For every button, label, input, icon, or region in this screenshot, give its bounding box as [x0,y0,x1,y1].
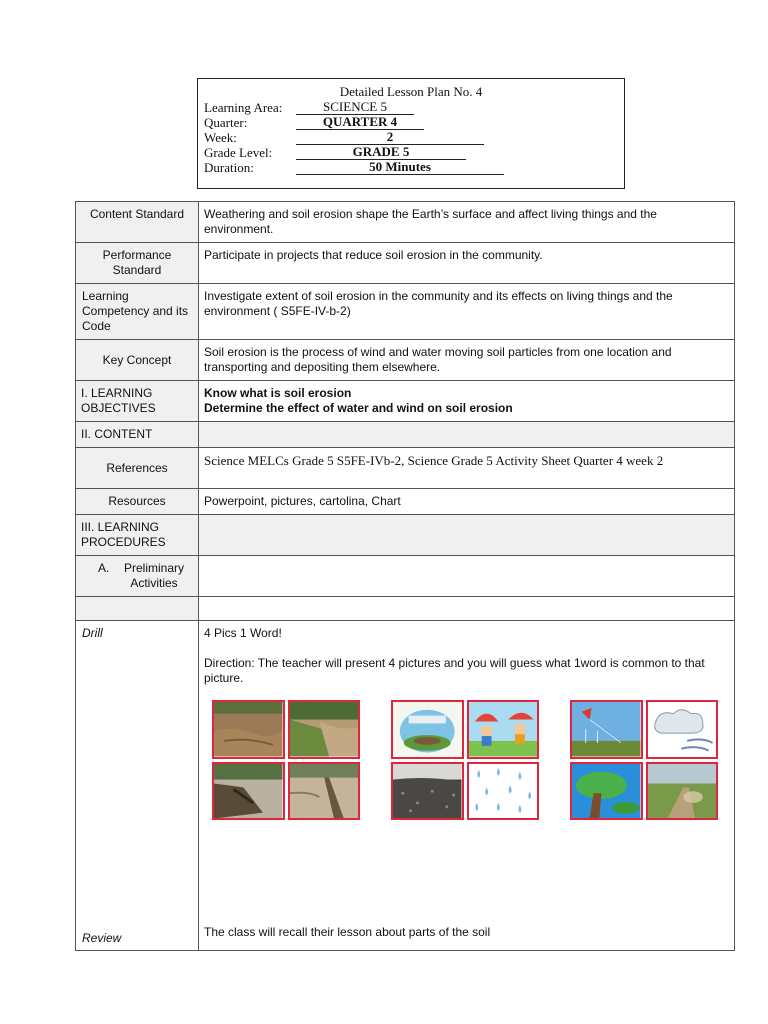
resources-label: Resources [108,494,166,508]
review-value: The class will recall their lesson about parts of the soil [204,925,491,939]
muddy-erosion-photo [212,700,285,759]
references-row [76,448,735,489]
preliminary-row [76,556,735,597]
learning-area-label: Learning Area: [204,100,283,115]
heavy-rain-photo [391,762,464,821]
procedures-label: III. LEARNING PROCEDURES [81,520,166,549]
content-label: II. CONTENT [81,427,153,441]
procedures-row [76,515,735,556]
key-concept-label: Key Concept [102,352,172,367]
lesson-header [197,78,625,189]
learning-competency-label: Learning Competency and its Code [82,289,189,333]
eroded-gully-photo [288,762,361,821]
resources-row [76,489,735,515]
rain-cloud-illustration [391,700,464,759]
windy-tree-illustration [570,762,643,821]
grade-level-value: GRADE 5 [296,145,466,160]
key-concept-value: Soil erosion is the process of wind and water moving soil particles from one location and transporting and depositing them elsewhere. [204,345,672,374]
content-standard-value: Weathering and soil erosion shape the Earth’s surface and affect living things and the environment. [204,207,657,236]
review-label: Review [82,931,122,945]
objective-1: Know what is soil erosion [204,386,352,400]
picture-set-1 [212,700,360,820]
four-pics-panel [204,700,729,825]
objectives-row [76,381,735,422]
objective-2: Determine the effect of water and wind on soil erosion [204,401,513,415]
picture-set-2 [391,700,539,820]
collapsed-bank-photo [212,762,285,821]
preliminary-letter: A. [98,561,110,575]
picture-set-3 [570,700,718,820]
duration-value: 50 Minutes [296,160,504,175]
lesson-title: Detailed Lesson Plan No. 4 [339,84,483,99]
quarter-value: QUARTER 4 [296,115,424,130]
content-row [76,422,735,448]
performance-standard-value: Participate in projects that reduce soil erosion in the community. [204,248,543,262]
preliminary-label: Preliminary Activities [123,561,184,590]
week-label: Week: [204,130,237,145]
lesson-plan-table [75,201,735,951]
raindrops-illustration [467,762,540,821]
learning-competency-row [76,284,735,340]
learning-area-value: SCIENCE 5 [296,100,414,115]
resources-value: Powerpoint, pictures, cartolina, Chart [204,494,401,508]
grade-level-label: Grade Level: [204,145,273,160]
learning-competency-value: Investigate extent of soil erosion in the community and its effects on living things and the environment ( S5FE-IV-b-2) [204,289,673,318]
performance-standard-row [76,243,735,284]
dust-road-photo [646,762,719,821]
content-standard-row [76,202,735,243]
quarter-label: Quarter: [204,115,248,130]
week-value: 2 [296,130,484,145]
content-standard-label: Content Standard [89,207,185,221]
drill-direction: Direction: The teacher will present 4 pictures and you will guess what 1word is common to that picture. [204,656,705,685]
performance-standard-label: Performance Standard [102,248,172,277]
wind-cloud-illustration [646,700,719,759]
duration-label: Duration: [204,160,254,175]
objectives-label: I. LEARNING OBJECTIVES [81,386,156,415]
flooded-riverbank-photo [288,700,361,759]
drill-label: Drill [82,626,103,640]
kids-in-rain-illustration [467,700,540,759]
references-value: Science MELCs Grade 5 S5FE-IVb-2, Science Grade 5 Activity Sheet Quarter 4 week 2 [204,453,664,468]
key-concept-row [76,340,735,381]
blank-row [76,597,735,621]
drill-review-row [76,621,735,951]
kite-wind-photo [570,700,643,759]
drill-title: 4 Pics 1 Word! [204,626,282,640]
references-label: References [106,460,168,475]
